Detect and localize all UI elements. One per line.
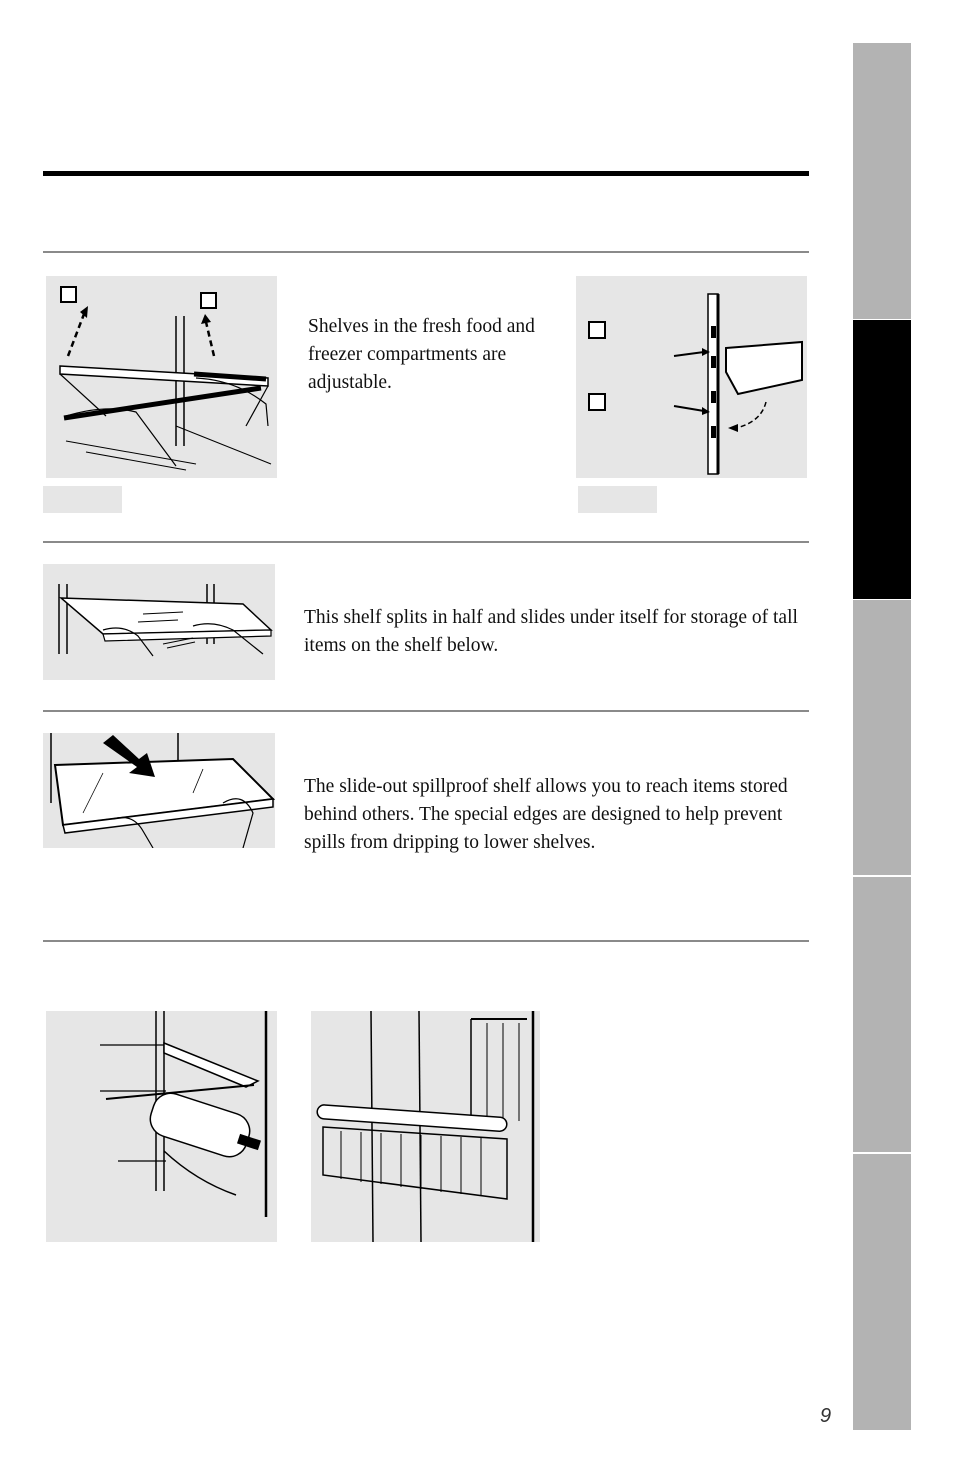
section-divider (43, 940, 809, 942)
index-tab-active (853, 320, 911, 599)
section-divider (43, 541, 809, 543)
header-rule (43, 171, 809, 176)
index-tab (853, 43, 911, 319)
split-shelf-text: This shelf splits in half and slides under itself for storage of tall items on the shelf below. (304, 607, 798, 656)
adjustable-shelves-text: Shelves in the fresh food and freezer compartments are adjustable. (308, 316, 535, 393)
index-tab (853, 600, 911, 875)
wine-rack-illustration (46, 1011, 277, 1242)
shelf-removal-illustration (46, 276, 277, 478)
figure-label-tab (43, 486, 122, 513)
section-divider (43, 251, 809, 253)
index-tab (853, 1154, 911, 1430)
page-number: 9 (820, 1405, 832, 1427)
index-tab (853, 877, 911, 1152)
slide-out-shelf-illustration (43, 733, 275, 848)
freezer-basket-illustration (311, 1011, 540, 1242)
shelf-bracket-illustration (576, 276, 807, 478)
slide-out-shelf-text: The slide-out spillproof shelf allows you to reach items stored behind others. The special edges are designed to help prevent spills from dripping to lower shelves. (304, 776, 788, 853)
figure-label-tab (578, 486, 657, 513)
split-shelf-illustration (43, 564, 275, 680)
section-divider (43, 710, 809, 712)
